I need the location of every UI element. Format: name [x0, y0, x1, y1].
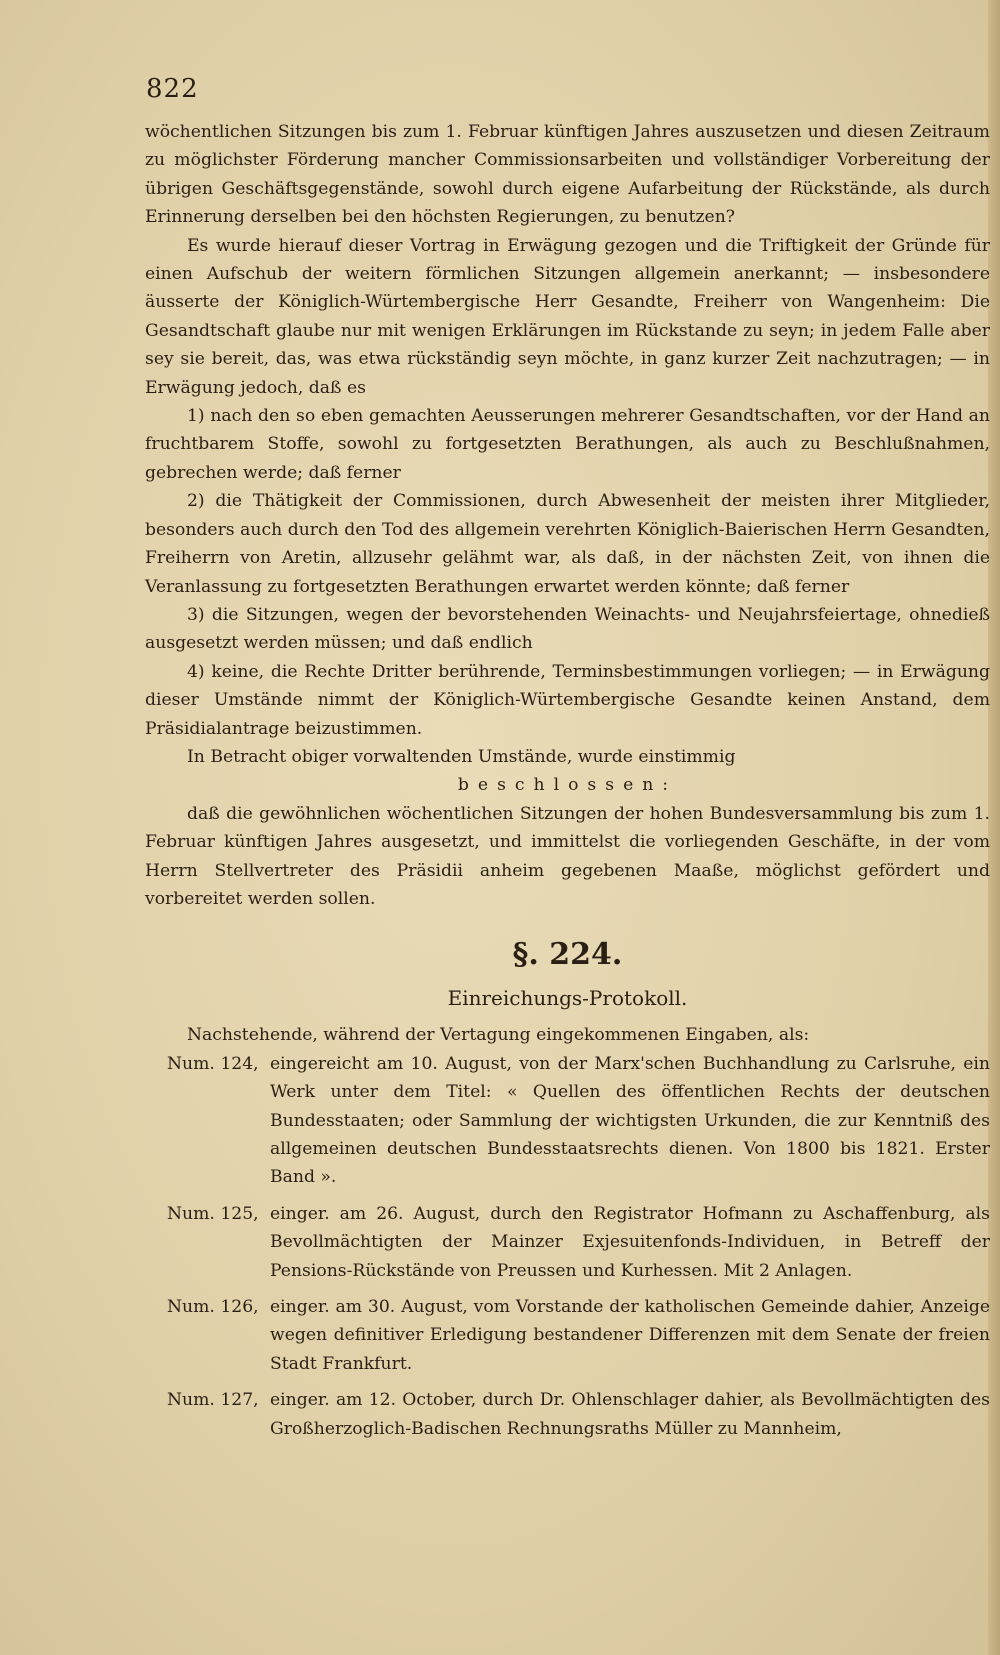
section-intro: Nachstehende, während der Vertagung eingekommenen Eingaben, als: [187, 1025, 810, 1046]
entry-num-124 [145, 1050, 990, 1192]
paragraph-deliberation: Es wurde hierauf dieser Vortrag in Erwägung gezogen und die Triftigkeit der Gründe für einen Aufschub der weitern förmlichen Sitzungen allgemein anerkannt; — insbesondere äusserte der Königlich-Würtembergische Herr Gesandte, Freiherr von Wangenheim: Die Gesandtschaft glaube nur mit wenigen Erklärungen im Rückstande zu seyn; in jedem Falle aber sey sie bereit, das, was etwa rückständig seyn möchte, in ganz kurzer Zeit nachzutragen; — in Erwägung jedoch, daß es [145, 235, 990, 398]
paragraph-point-4: 4) keine, die Rechte Dritter berührende, Terminsbestimmungen vorliegen; — in Erwägung dieser Umstände nimmt der Königlich-Würtembergische Gesandte keinen Anstand, dem Präsidialantrage beizustimmen. [145, 661, 990, 739]
resolution-keyword: beschlossen: [457, 775, 678, 796]
entry-label: Num. 124, [167, 1053, 259, 1074]
paragraph-point-3: 3) die Sitzungen, wegen der bevorstehenden Weinachts- und Neujahrsfeiertage, ohnedieß ausgesetzt werden müssen; und daß endlich [145, 604, 990, 654]
entry-num-125 [145, 1200, 990, 1285]
entry-num-126 [145, 1293, 990, 1378]
entry-label: Num. 125, [167, 1203, 259, 1224]
entry-text: einger. am 30. August, vom Vorstande der katholischen Gemeinde dahier, Anzeige wegen definitiver Erledigung bestandener Differenzen mit dem Senate der freien Stadt Frankfurt. [270, 1297, 990, 1374]
entry-label: Num. 126, [167, 1297, 259, 1318]
page-number: 822 [146, 74, 199, 104]
paragraph-continuation: wöchentlichen Sitzungen bis zum 1. Februar künftigen Jahres auszusetzen und diesen Zeitraum zu möglichster Förderung mancher Commissionsarbeiten und vollständiger Vorbereitung der übrigen Geschäftsgegenstände, sowohl durch eigene Aufarbeitung der Rückstände, als durch Erinnerung derselben bei den höchsten Regierungen, zu benutzen? [145, 122, 990, 228]
section-subheading: Einreichungs-Protokoll. [447, 986, 688, 1011]
paragraph-point-2: 2) die Thätigkeit der Commissionen, durch Abwesenheit der meisten ihrer Mitglieder, besonders auch durch den Tod des allgemein verehrten Königlich-Baierischen Herrn Gesandten, Freiherrn von Aretin, allzusehr gelähmt war, als daß, in der nächsten Zeit, von ihnen die Veranlassung zu fortgesetzten Berathungen erwartet werden könnte; daß ferner [145, 491, 990, 597]
entry-text: einger. am 12. October, durch Dr. Ohlenschlager dahier, als Bevollmächtigten des Großherzoglich-Badischen Rechnungsraths Müller zu Mannheim, [270, 1390, 990, 1439]
entry-text: einger. am 26. August, durch den Registrator Hofmann zu Aschaffenburg, als Bevollmächtigten der Mainzer Exjesuitenfonds-Individuen, in Betreff der Pensions-Rückstände von Preussen und Kurhessen. Mit 2 Anlagen. [270, 1203, 990, 1281]
paragraph-point-1: 1) nach den so eben gemachten Aeusserungen mehrerer Gesandtschaften, vor der Hand an fruchtbarem Stoffe, sowohl zu fortgesetzten Berathungen, als auch zu Beschlußnahmen, gebrechen werde; daß ferner [145, 406, 990, 483]
entry-num-127 [145, 1386, 990, 1443]
entry-label: Num. 127, [167, 1390, 259, 1411]
entry-text: eingereicht am 10. August, von der Marx'schen Buchhandlung zu Carlsruhe, ein Werk unter dem Titel: « Quellen des öffentlichen Rechts der deutschen Bundesstaaten; oder Sammlung der wichtigsten Urkunden, die zur Kenntniß des allgemeinen deutschen Bundesstaatsrechts dienen. Von 1800 bis 1821. Erster Band ». [270, 1053, 990, 1188]
paragraph-consideration: In Betracht obiger vorwaltenden Umstände, wurde einstimmig [187, 746, 736, 767]
section-heading: §. 224. [512, 937, 623, 973]
resolution-text: daß die gewöhnlichen wöchentlichen Sitzungen der hohen Bundesversammlung bis zum 1. Februar künftigen Jahres ausgesetzt, und immittelst die vorliegenden Geschäfte, in der vom Herrn Stellvertreter des Präsidii anheim gegebenen Maaße, möglichst gefördert und vorbereitet werden sollen. [145, 803, 990, 909]
body-text [145, 118, 990, 1451]
